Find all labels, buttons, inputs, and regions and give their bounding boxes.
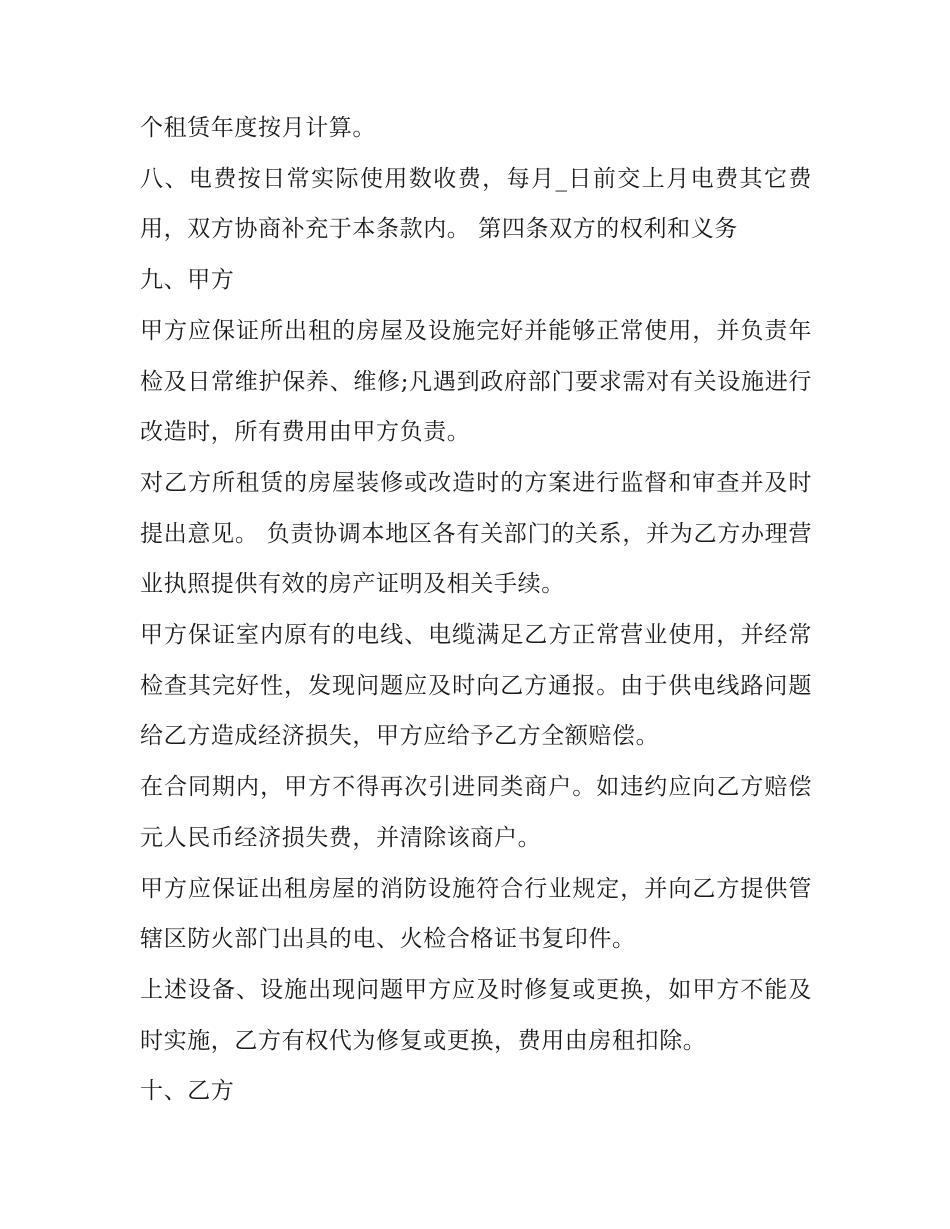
paragraph-party-a-repairs: 上述设备、设施出现问题甲方应及时修复或更换，如甲方不能及时实施，乙方有权代为修复或更换，费用由房租扣除。 <box>140 976 812 1054</box>
paragraph-lease-year: 个租赁年度按月计算。 <box>140 115 376 141</box>
heading-party-a: 九、甲方 <box>140 267 235 294</box>
heading-party-b: 十、乙方 <box>140 1078 235 1105</box>
paragraph-party-a-competition: 在合同期内，甲方不得再次引进同类商户。如违约应向乙方赔偿元人民币经济损失费，并清除该商户。 <box>140 774 812 851</box>
paragraph-party-a-wiring: 甲方保证室内原有的电线、电缆满足乙方正常营业使用，并经常检查其完好性，发现问题应及时向乙方通报。由于供电线路问题给乙方造成经济损失，甲方应给予乙方全额赔偿。 <box>140 622 812 750</box>
paragraph-party-a-fire-safety: 甲方应保证出租房屋的消防设施符合行业规定，并向乙方提供管辖区防火部门出具的电、火检合格证书复印件。 <box>140 875 812 953</box>
document-body <box>140 103 812 1117</box>
paragraph-party-a-supervision: 对乙方所租赁的房屋装修或改造时的方案进行监督和审查并及时提出意见。 负责协调本地区各有关部门的关系，并为乙方办理营业执照提供有效的房产证明及相关手续。 <box>140 469 812 598</box>
paragraph-electricity-fee: 八、电费按日常实际使用数收费，每月_日前交上月电费其它费用，双方协商补充于本条款内。 第四条双方的权利和义务 <box>140 165 812 243</box>
paragraph-party-a-facilities: 甲方应保证所出租的房屋及设施完好并能够正常使用，并负责年检及日常维护保养、维修;凡遇到政府部门要求需对有关设施进行改造时，所有费用由甲方负责。 <box>140 317 812 446</box>
